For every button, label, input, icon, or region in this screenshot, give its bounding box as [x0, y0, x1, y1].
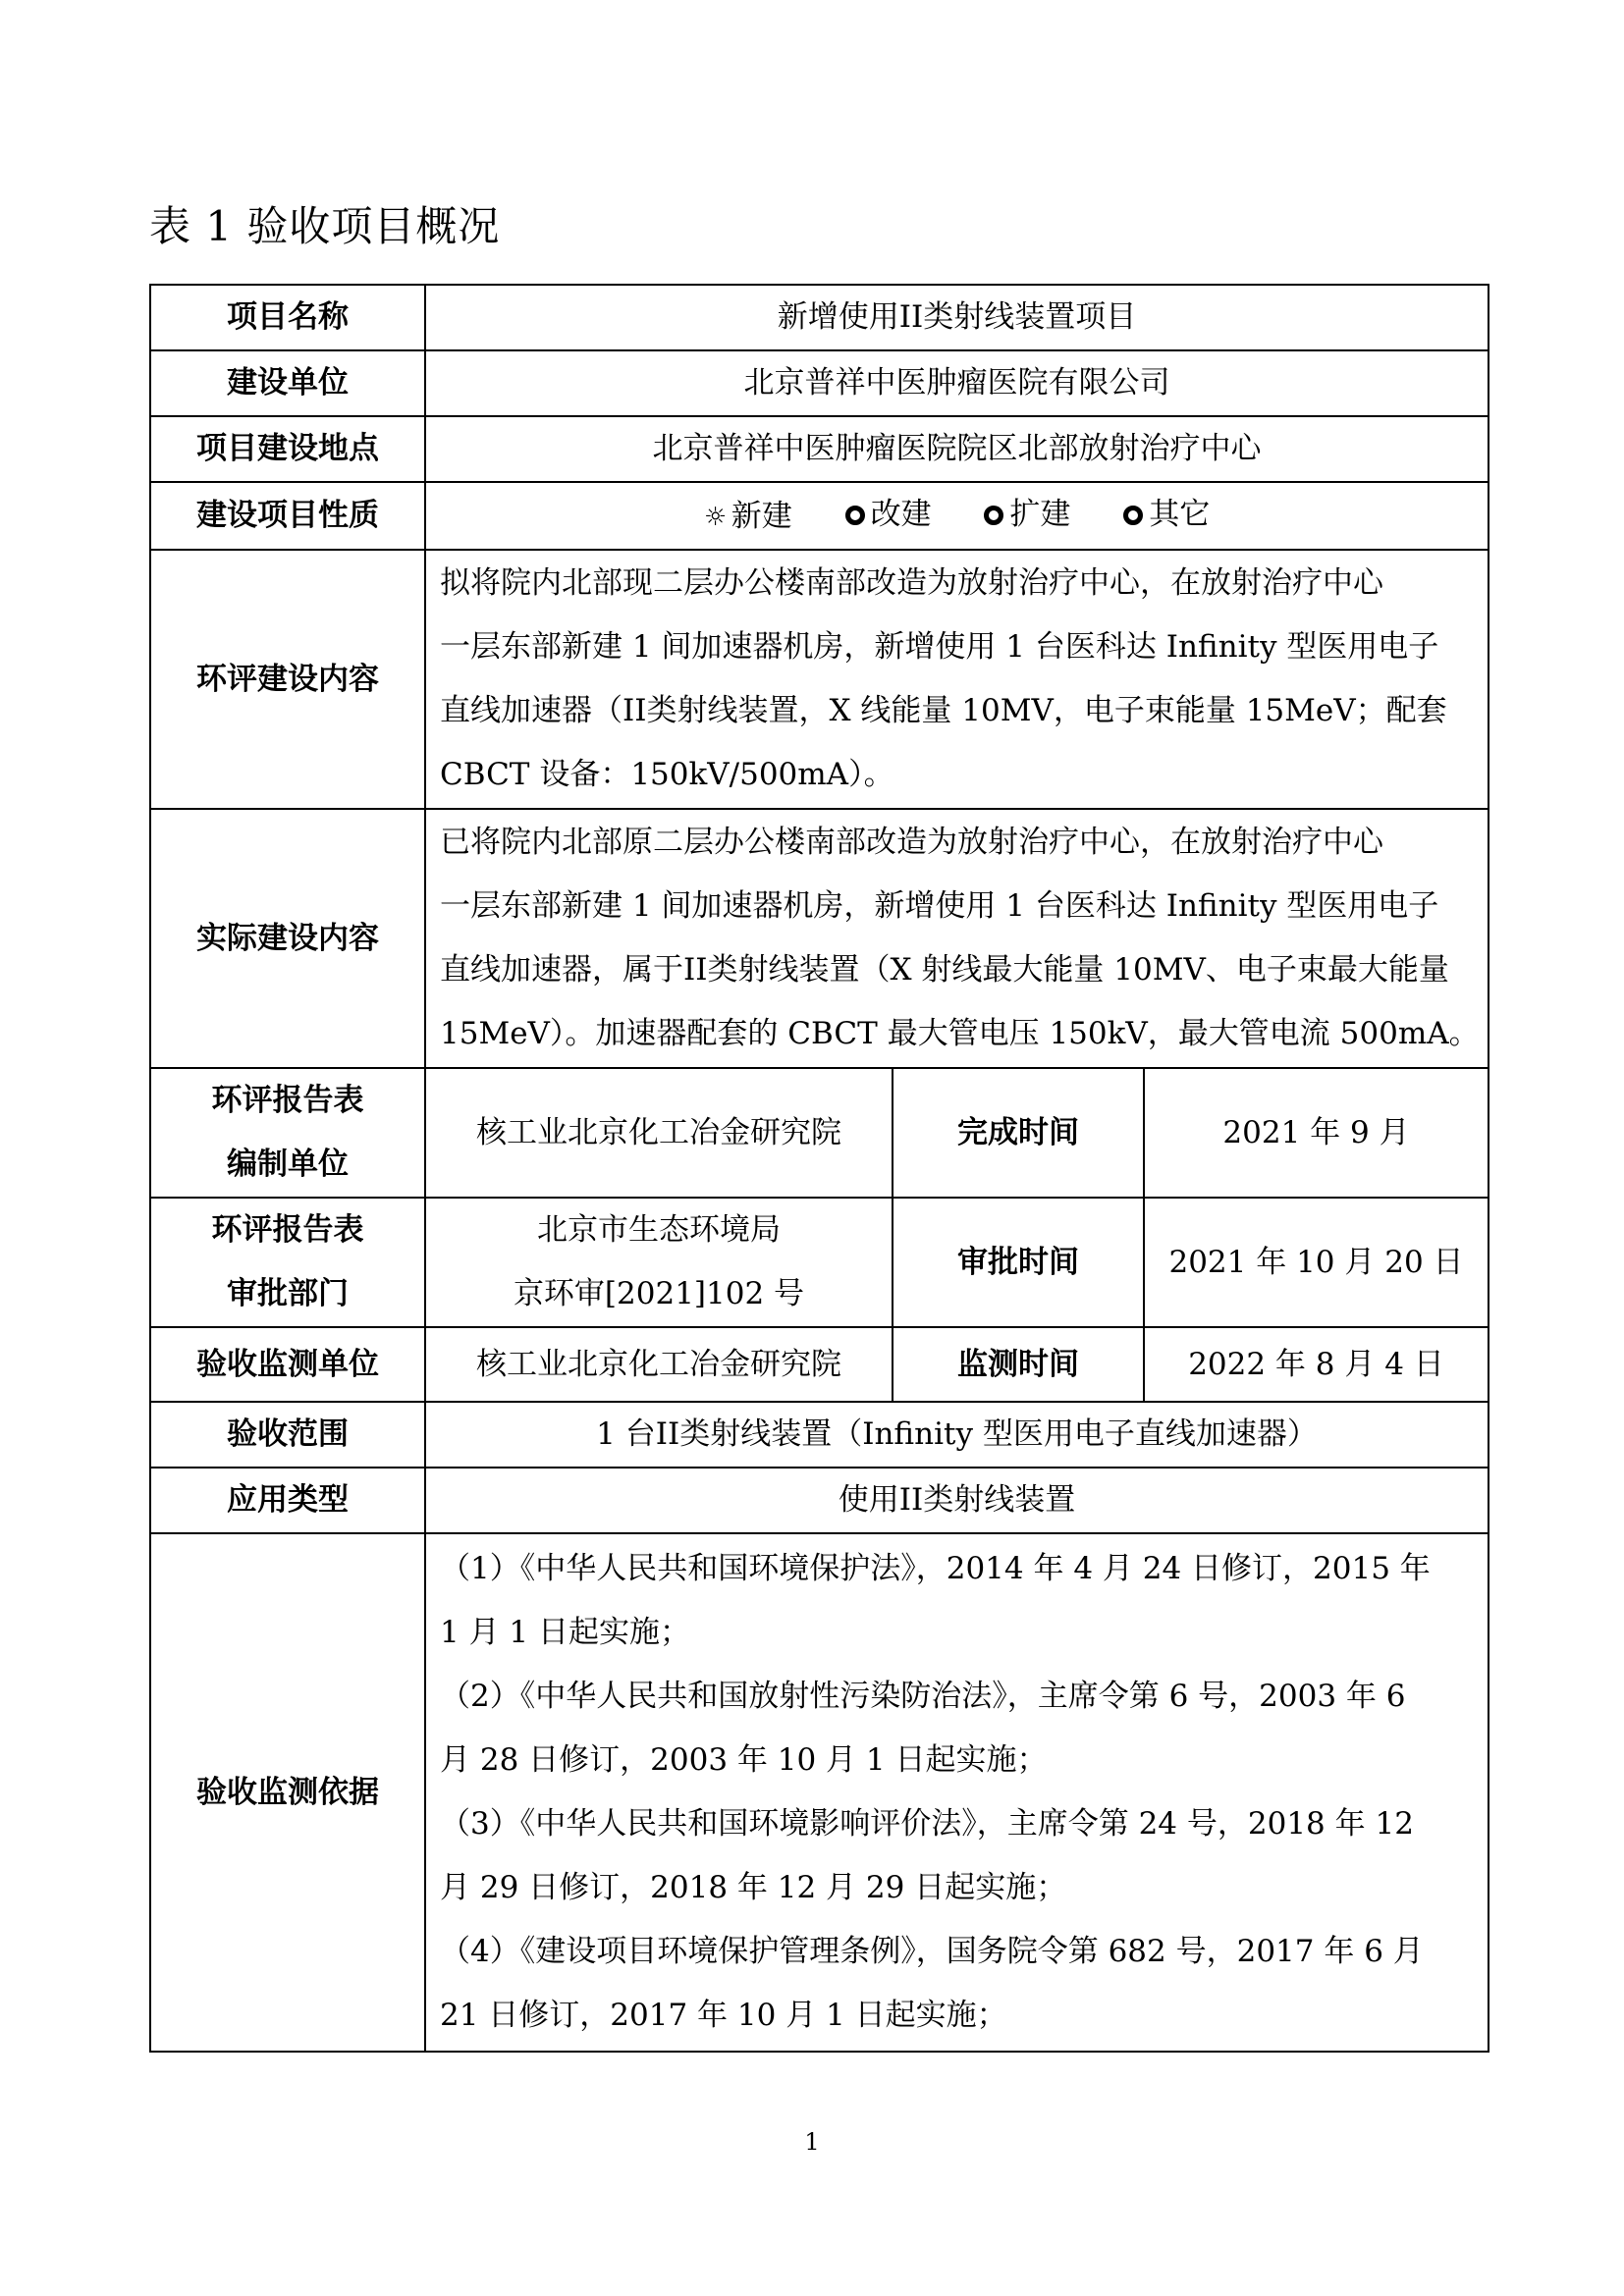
label-approval-time: 审批时间 — [893, 1198, 1144, 1327]
label-app-type: 应用类型 — [150, 1468, 425, 1533]
page-number: 1 — [804, 2128, 820, 2156]
row-actual-content — [150, 809, 1489, 1068]
value-approval-time: 2021 年 10 月 20 日 — [1144, 1198, 1489, 1327]
label-approval: 环评报告表 审批部门 — [150, 1198, 425, 1327]
paragraph-line: （3）《中华人民共和国环境影响评价法》，主席令第 24 号，2018 年 12 — [440, 1806, 1414, 1842]
table-title: 表 1 验收项目概况 — [149, 202, 501, 250]
label-monitor-time: 监测时间 — [893, 1327, 1144, 1402]
row-builder — [150, 350, 1489, 416]
label-monitor-org: 验收监测单位 — [150, 1327, 425, 1402]
paragraph-line: CBCT 设备：150kV/500mA）。 — [440, 757, 894, 792]
value-monitor-time: 2022 年 8 月 4 日 — [1144, 1327, 1489, 1402]
paragraph-line: 直线加速器，属于II类射线装置（X 射线最大能量 10MV、电子束最大能量 — [440, 952, 1449, 988]
paragraph-line: 21 日修订，2017 年 10 月 1 日起实施； — [440, 1998, 1007, 2033]
value-monitor-org: 核工业北京化工冶金研究院 — [425, 1327, 893, 1402]
paragraph-line: 直线加速器（II类射线装置，X 线能量 10MV，电子束能量 15MeV；配套 — [440, 693, 1447, 728]
paragraph-line: 一层东部新建 1 间加速器机房，新增使用 1 台医科达 Infinity 型医用电子 — [440, 629, 1439, 665]
empty-checkbox-icon: ☼ — [704, 502, 728, 532]
paragraph-line: 15MeV）。加速器配套的 CBCT 最大管电压 150kV，最大管电流 500mA。 — [440, 1016, 1480, 1051]
option-expand: 扩建 — [984, 483, 1070, 547]
label-report-org: 环评报告表 编制单位 — [150, 1068, 425, 1198]
value-project-name: 新增使用II类射线装置项目 — [425, 285, 1489, 350]
label-project-name: 项目名称 — [150, 285, 425, 350]
option-other: 其它 — [1123, 483, 1210, 547]
value-builder: 北京普祥中医肿瘤医院有限公司 — [425, 350, 1489, 416]
value-scope: 1 台II类射线装置（Infinity 型医用电子直线加速器） — [425, 1402, 1489, 1468]
row-app-type — [150, 1468, 1489, 1533]
checked-circle-icon — [845, 506, 865, 525]
paragraph-line: 月 28 日修订，2003 年 10 月 1 日起实施； — [440, 1742, 1048, 1778]
project-overview-table — [149, 284, 1489, 2053]
paragraph-line: 月 29 日修订，2018 年 12 月 29 日起实施； — [440, 1870, 1067, 1905]
label-actual-content: 实际建设内容 — [150, 809, 425, 1068]
paragraph-line: 1 月 1 日起实施； — [440, 1615, 691, 1650]
value-actual-content — [425, 809, 1489, 1068]
row-approval — [150, 1198, 1489, 1327]
value-nature — [425, 482, 1489, 550]
row-eia-content — [150, 550, 1489, 809]
row-report-org — [150, 1068, 1489, 1198]
value-completion-time: 2021 年 9 月 — [1144, 1068, 1489, 1198]
paragraph-line: （2）《中华人民共和国放射性污染防治法》，主席令第 6 号，2003 年 6 — [440, 1679, 1406, 1714]
value-report-org: 核工业北京化工冶金研究院 — [425, 1068, 893, 1198]
paragraph-line: 一层东部新建 1 间加速器机房，新增使用 1 台医科达 Infinity 型医用电子 — [440, 888, 1439, 924]
value-app-type: 使用II类射线装置 — [425, 1468, 1489, 1533]
row-basis — [150, 1533, 1489, 2052]
row-project-name — [150, 285, 1489, 350]
label-nature: 建设项目性质 — [150, 482, 425, 550]
label-builder: 建设单位 — [150, 350, 425, 416]
paragraph-line: （4）《建设项目环境保护管理条例》，国务院令第 682 号，2017 年 6 月 — [440, 1934, 1424, 1969]
row-location — [150, 416, 1489, 482]
value-approval: 北京市生态环境局 京环审[2021]102 号 — [425, 1198, 893, 1327]
row-nature — [150, 482, 1489, 550]
option-new: ☼ 新建 — [704, 499, 792, 534]
checked-circle-icon — [1123, 506, 1143, 525]
label-completion-time: 完成时间 — [893, 1068, 1144, 1198]
value-location: 北京普祥中医肿瘤医院院区北部放射治疗中心 — [425, 416, 1489, 482]
row-scope — [150, 1402, 1489, 1468]
paragraph-line: 拟将院内北部现二层办公楼南部改造为放射治疗中心，在放射治疗中心 — [440, 565, 1383, 601]
value-eia-content — [425, 550, 1489, 809]
label-basis: 验收监测依据 — [150, 1533, 425, 2052]
label-scope: 验收范围 — [150, 1402, 425, 1468]
label-location: 项目建设地点 — [150, 416, 425, 482]
value-basis — [425, 1533, 1489, 2052]
paragraph-line: 已将院内北部原二层办公楼南部改造为放射治疗中心，在放射治疗中心 — [440, 825, 1383, 860]
row-monitor-org — [150, 1327, 1489, 1402]
checked-circle-icon — [984, 506, 1003, 525]
option-rebuild: 改建 — [845, 483, 932, 547]
paragraph-line: （1）《中华人民共和国环境保护法》，2014 年 4 月 24 日修订，2015 年 — [440, 1551, 1431, 1586]
label-eia-content: 环评建设内容 — [150, 550, 425, 809]
